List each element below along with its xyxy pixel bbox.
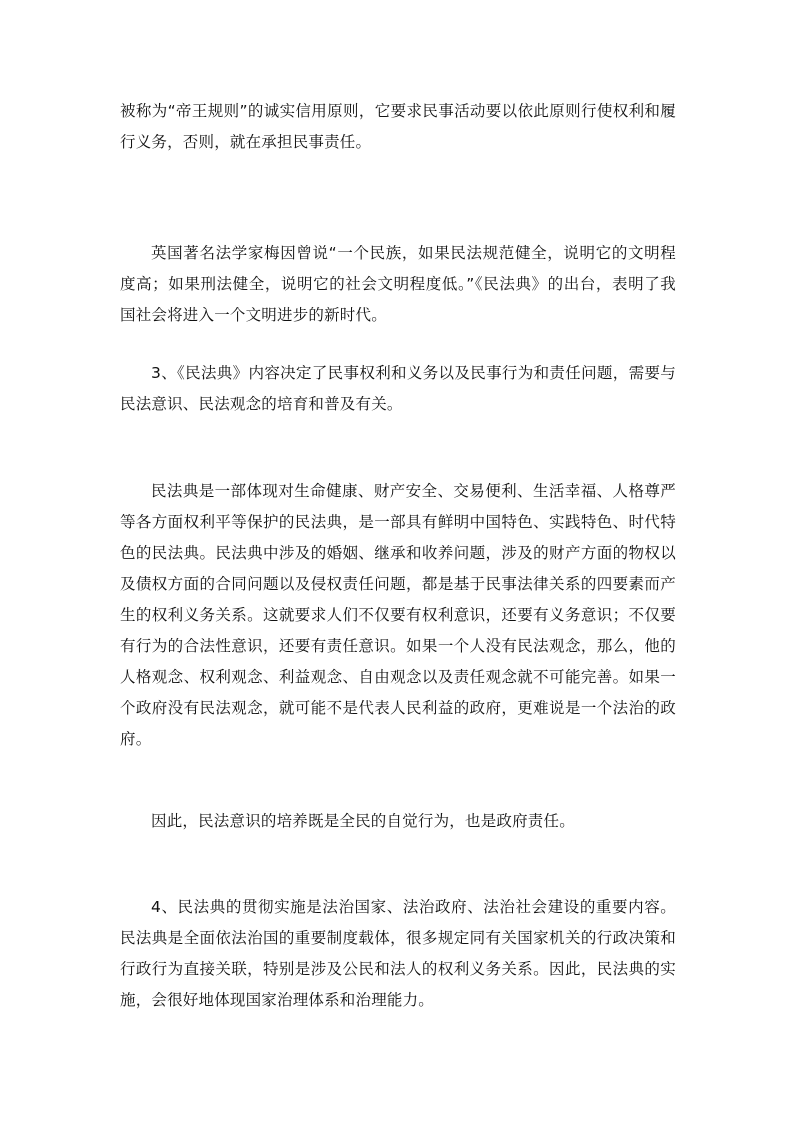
paragraph-section-4: 4、民法典的贯彻实施是法治国家、法治政府、法治社会建设的重要内容。民法典是全面依法治国的重要制度载体，很多规定同有关国家机关的行政决策和行政行为直接关联，特别是涉及公民和法人的权利义务关系。因此，民法典的实施，会很好地体现国家治理体系和治理能力。	[120, 898, 676, 1009]
paragraph-conclusion: 因此，民法意识的培养既是全民的自觉行为，也是政府责任。	[151, 812, 575, 830]
paragraph-section-3: 3、《民法典》内容决定了民事权利和义务以及民事行为和责任问题，需要与民法意识、民法观念的培育和普及有关。	[120, 364, 676, 413]
paragraph-maine-quote: 英国著名法学家梅因曾说“一个民族，如果民法规范健全，说明它的文明程度高；如果刑法健全，说明它的社会文明程度低。”《民法典》的出台，表明了我国社会将进入一个文明进步的新时代。	[120, 244, 676, 324]
paragraph-good-faith-principle: 被称为“帝王规则”的诚实信用原则，它要求民事活动要以依此原则行使权利和履行义务，否则，就在承担民事责任。	[120, 102, 676, 151]
paragraph-civil-code-rights: 民法典是一部体现对生命健康、财产安全、交易便利、生活幸福、人格尊严等各方面权利平等保护的民法典，是一部具有鲜明中国特色、实践特色、时代特色的民法典。民法典中涉及的婚姻、继承和收养问题，涉及的财产方面的物权以及债权方面的合同问题以及侵权责任问题，都是基于民事法律关系的四要素而产生的权利义务关系。这就要求人们不仅要有权利意识，还要有义务意识；不仅要有行为的合法性意识，还要有责任意识。如果一个人没有民法观念，那么，他的人格观念、权利观念、利益观念、自由观念以及责任观念就不可能完善。如果一个政府没有民法观念，就可能不是代表人民利益的政府，更难说是一个法治的政府。	[120, 482, 676, 748]
